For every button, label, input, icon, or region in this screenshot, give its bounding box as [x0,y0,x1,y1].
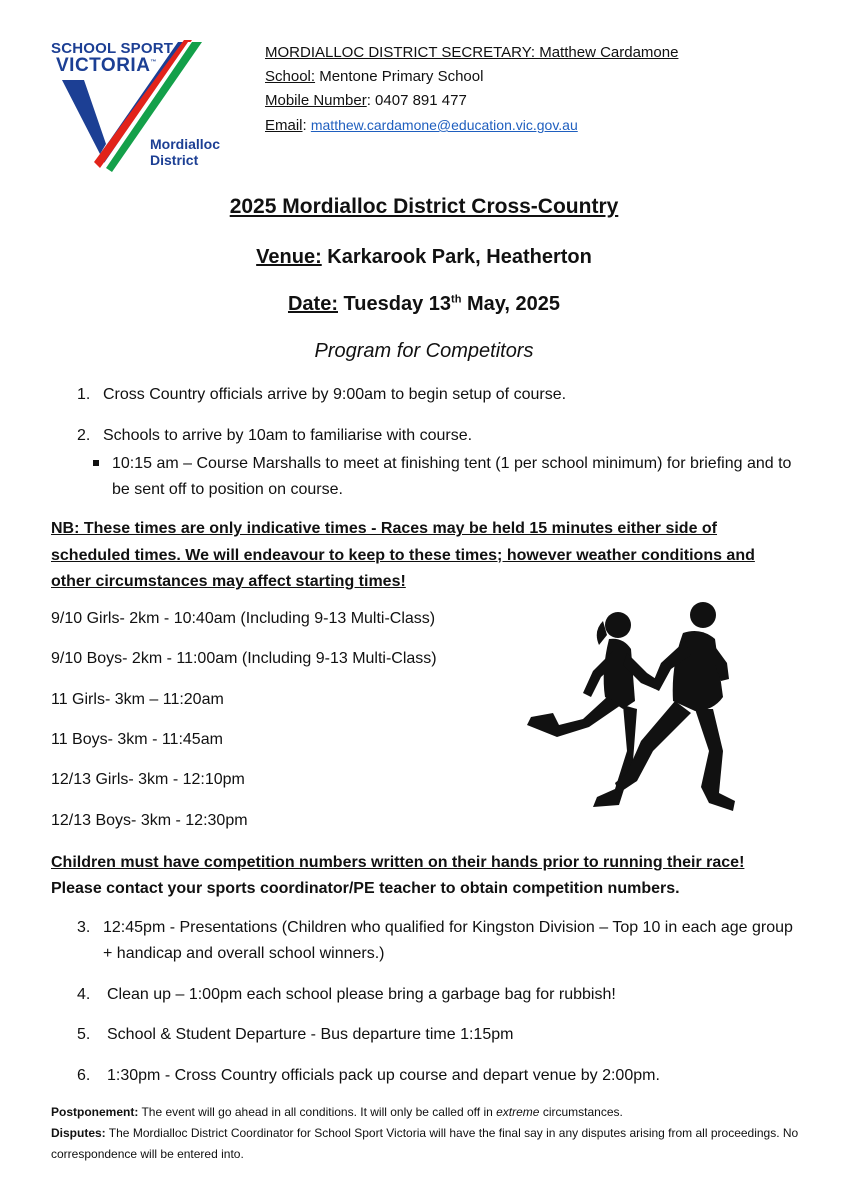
email-link[interactable]: matthew.cardamone@education.vic.gov.au [310,117,578,133]
school-row: School: Mentone Primary School [265,68,484,85]
race-time: 12/13 Boys- 3km - 12:30pm [51,812,248,829]
date-line: Date: Tuesday 13th May, 2025 [287,293,561,315]
venue-line: Venue: Karkarook Park, Heatherton [256,246,592,268]
logo-text-district: Mordialloc District [150,136,221,168]
race-time: 9/10 Boys- 2km - 11:00am (Including 9-13 Multi-Class) [51,650,437,667]
program-heading: Program for Competitors [314,340,534,362]
footer-notes [51,1102,811,1165]
disputes-note: Disputes: The Mordialloc District Coordinator for School Sport Victoria will have the final say in any disputes arising from all proceedings. No correspondence will be entered into. [51,1126,799,1161]
page-title: 2025 Mordialloc District Cross-Country [229,195,619,218]
list-item: 2. Schools to arrive by 10am to familiarise with course. [77,427,473,444]
race-time: 11 Boys- 3km - 11:45am [51,731,223,748]
contact-block [265,41,678,138]
race-time: 9/10 Girls- 2km - 10:40am (Including 9-13 Multi-Class) [51,610,436,627]
race-time: 12/13 Girls- 3km - 12:10pm [51,771,245,788]
mobile-row: Mobile Number: 0407 891 477 [265,92,467,109]
race-time: 11 Girls- 3km – 11:20am [51,691,224,708]
logo-text-school-sport: SCHOOL SPORT [51,40,174,57]
logo-text-victoria: VICTORIA™ [56,55,157,76]
nb-notice: NB: These times are only indicative times - Races may be held 15 minutes either side of scheduled times. We will endeavour to keep to these times; however weather conditions and other circumstances may affect starting times! [51,520,755,590]
sub-bullet: 10:15 am – Course Marshalls to meet at finishing tent (1 per school minimum) for briefing and to be sent off to position on course. [93,451,793,503]
school-sport-victoria-logo [48,36,248,176]
list-item: 1. Cross Country officials arrive by 9:00am to begin setup of course. [77,386,567,403]
square-bullet-icon [93,460,99,466]
list-item: 4. Clean up – 1:00pm each school please bring a garbage bag for rubbish! [77,986,616,1003]
list-item: 6. 1:30pm - Cross Country officials pack up course and depart venue by 2:00pm. [77,1067,660,1084]
runners-silhouette-icon [523,601,738,816]
list-item: 3. 12:45pm - Presentations (Children who qualified for Kingston Division – Top 10 in each age group + handicap and overall school winners.) [77,919,793,962]
district-secretary: MORDIALLOC DISTRICT SECRETARY: Matthew Cardamone [265,44,679,61]
postponement-note: Postponement: The event will go ahead in all conditions. It will only be called off in extreme circumstances. [51,1105,623,1119]
list-item: 5. School & Student Departure - Bus departure time 1:15pm [77,1026,514,1043]
competition-number-notice: Children must have competition numbers written on their hands prior to running their race! Please contact your sports coordinator/PE teacher to obtain competition numbers. [51,854,745,897]
email-row: Email: matthew.cardamone@education.vic.gov.au [265,117,578,134]
